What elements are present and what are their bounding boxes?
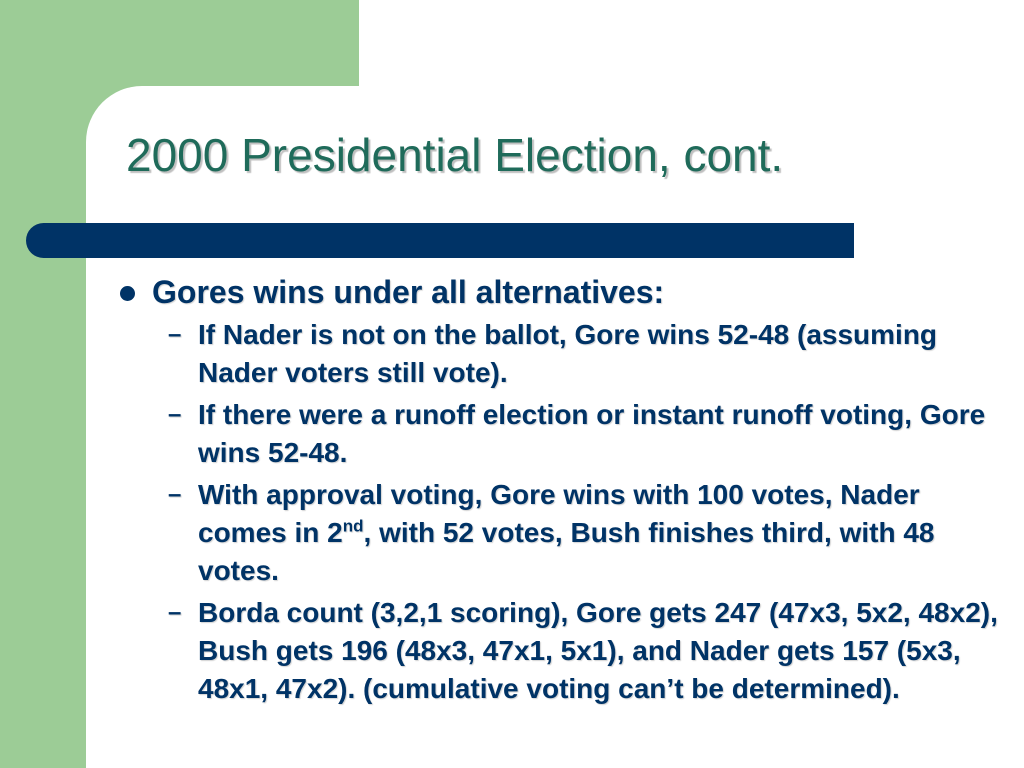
main-bullet-text: Gores wins under all alternatives: bbox=[152, 274, 665, 310]
title-underline-bar bbox=[26, 223, 854, 258]
dash-icon: – bbox=[168, 401, 182, 428]
bullet-dot-icon bbox=[120, 286, 135, 301]
dash-icon: – bbox=[168, 321, 182, 348]
slide-content bbox=[110, 270, 1010, 712]
ordinal-superscript: nd bbox=[342, 516, 364, 536]
dash-icon: – bbox=[168, 481, 182, 508]
sub-bullet-text-before: With approval voting, Gore wins with 100 votes, Nader comes in 2 bbox=[198, 479, 920, 548]
sub-bullet-text: If there were a runoff election or instant runoff voting, Gore wins 52-48. bbox=[198, 399, 986, 468]
sub-bullet-borda-count bbox=[110, 594, 1010, 708]
sub-bullet-text-after: , with 52 votes, Bush finishes third, with 48 votes. bbox=[198, 517, 935, 586]
slide-title: 2000 Presidential Election, cont. bbox=[126, 129, 784, 181]
sub-bullet-nader-off-ballot bbox=[110, 316, 1010, 392]
sub-bullet-list bbox=[110, 316, 1010, 708]
sub-bullet-runoff bbox=[110, 396, 1010, 472]
sub-bullet-text: If Nader is not on the ballot, Gore wins 52-48 (assuming Nader voters still vote). bbox=[198, 319, 938, 388]
sub-bullet-approval-voting bbox=[110, 476, 1010, 590]
main-bullet bbox=[110, 270, 1010, 314]
dash-icon: – bbox=[168, 599, 182, 626]
sub-bullet-text: Borda count (3,2,1 scoring), Gore gets 247 (47x3, 5x2, 48x2), Bush gets 196 (48x3, 47x1, 5x1), and Nader gets 157 (5x3, 48x1, 47x2). (cumulative voting can’t be determined). bbox=[198, 597, 998, 704]
